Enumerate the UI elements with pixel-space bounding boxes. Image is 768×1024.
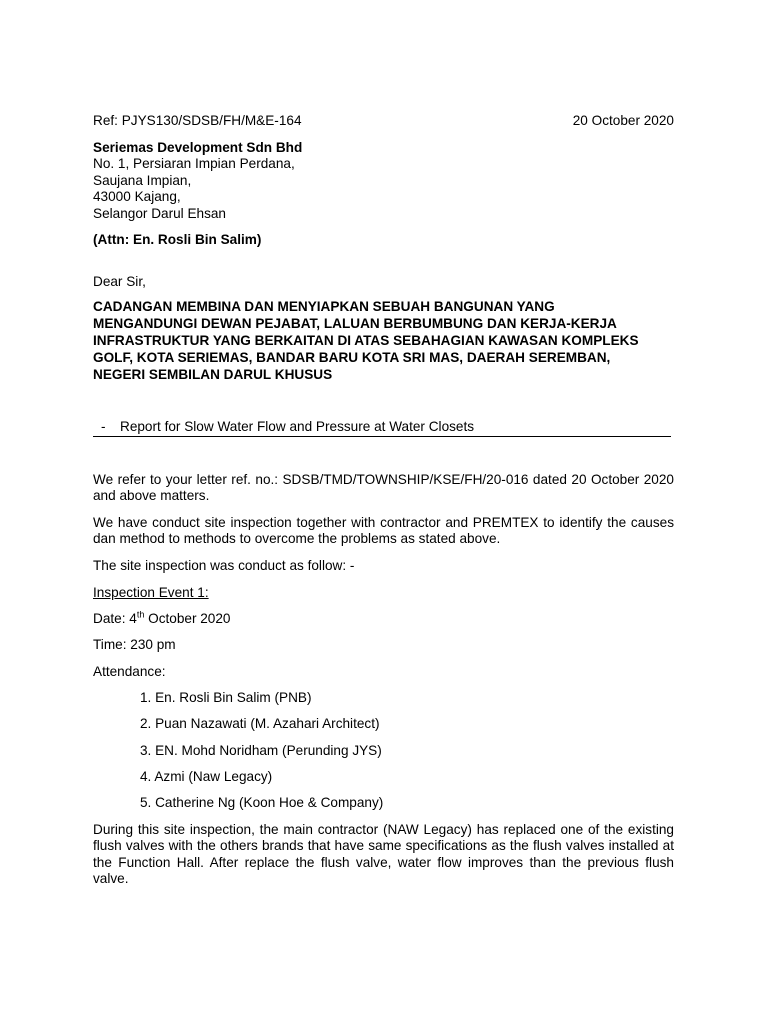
paragraph-inspection-summary: During this site inspection, the main contractor (NAW Legacy) has replaced one of the existing flush valves with the others brands that have same specifications as the flush valves installed at the Function Hall. After replace the flush valve, water flow improves than the previous flush valve. (93, 822, 674, 887)
subject-line: CADANGAN MEMBINA DAN MENYIAPKAN SEBUAH BANGUNAN YANG (93, 299, 555, 314)
report-bullet: - (101, 419, 106, 434)
inspection-date-suffix: October 2020 (144, 611, 231, 626)
inspection-time: Time: 230 pm (93, 637, 176, 652)
paragraph-reference: We refer to your letter ref. no.: SDSB/TMD/TOWNSHIP/KSE/FH/20-016 dated 20 October 2020 and above matters. (93, 472, 674, 504)
attendee-item: 2. Puan Nazawati (M. Azahari Architect) (140, 716, 380, 732)
addressee-block (93, 140, 674, 222)
subject-line: NEGERI SEMBILAN DARUL KHUSUS (93, 367, 333, 382)
subject-line: GOLF, KOTA SERIEMAS, BANDAR BARU KOTA SRI MAS, DAERAH SEREMBAN, (93, 350, 611, 365)
attendee-list (140, 690, 383, 821)
paragraph-inspection-intro: The site inspection was conduct as follow: - (93, 558, 355, 573)
reference-number: Ref: PJYS130/SDSB/FH/M&E-164 (93, 113, 302, 128)
salutation: Dear Sir, (93, 274, 146, 289)
attendee-item: 1. En. Rosli Bin Salim (PNB) (140, 690, 312, 705)
report-item-text: Report for Slow Water Flow and Pressure at Water Closets (120, 419, 475, 434)
subject-line: MENGANDUNGI DEWAN PEJABAT, LALUAN BERBUMBUNG DAN KERJA-KERJA (93, 316, 617, 331)
addressee-company: Seriemas Development Sdn Bhd (93, 140, 303, 155)
inspection-date (93, 611, 674, 627)
attention-line: (Attn: En. Rosli Bin Salim) (93, 232, 262, 247)
address-line: Selangor Darul Ehsan (93, 205, 226, 221)
subject-line: INFRASTRUKTUR YANG BERKAITAN DI ATAS SEBAHAGIAN KAWASAN KOMPLEKS (93, 333, 639, 348)
address-line: 43000 Kajang, (93, 189, 181, 205)
paragraph-site-inspection: We have conduct site inspection together with contractor and PREMTEX to identify the causes dan method to methods to overcome the problems as stated above. (93, 515, 674, 547)
letter-date: 20 October 2020 (572, 113, 674, 128)
attendee-item: 5. Catherine Ng (Koon Hoe & Company) (140, 795, 384, 811)
attendee-item: 3. EN. Mohd Noridham (Perunding JYS) (140, 742, 382, 758)
subject-heading (93, 298, 674, 383)
inspection-date-ordinal: th (136, 609, 145, 620)
address-line: No. 1, Persiaran Impian Perdana, (93, 156, 295, 172)
address-line: Saujana Impian, (93, 172, 192, 188)
inspection-date-prefix: Date: 4 (93, 611, 137, 626)
letter-header (93, 113, 674, 129)
attendee-item: 4. Azmi (Naw Legacy) (140, 768, 273, 784)
report-item (93, 419, 671, 437)
attendance-label: Attendance: (93, 664, 166, 679)
inspection-event-title: Inspection Event 1: (93, 585, 209, 600)
